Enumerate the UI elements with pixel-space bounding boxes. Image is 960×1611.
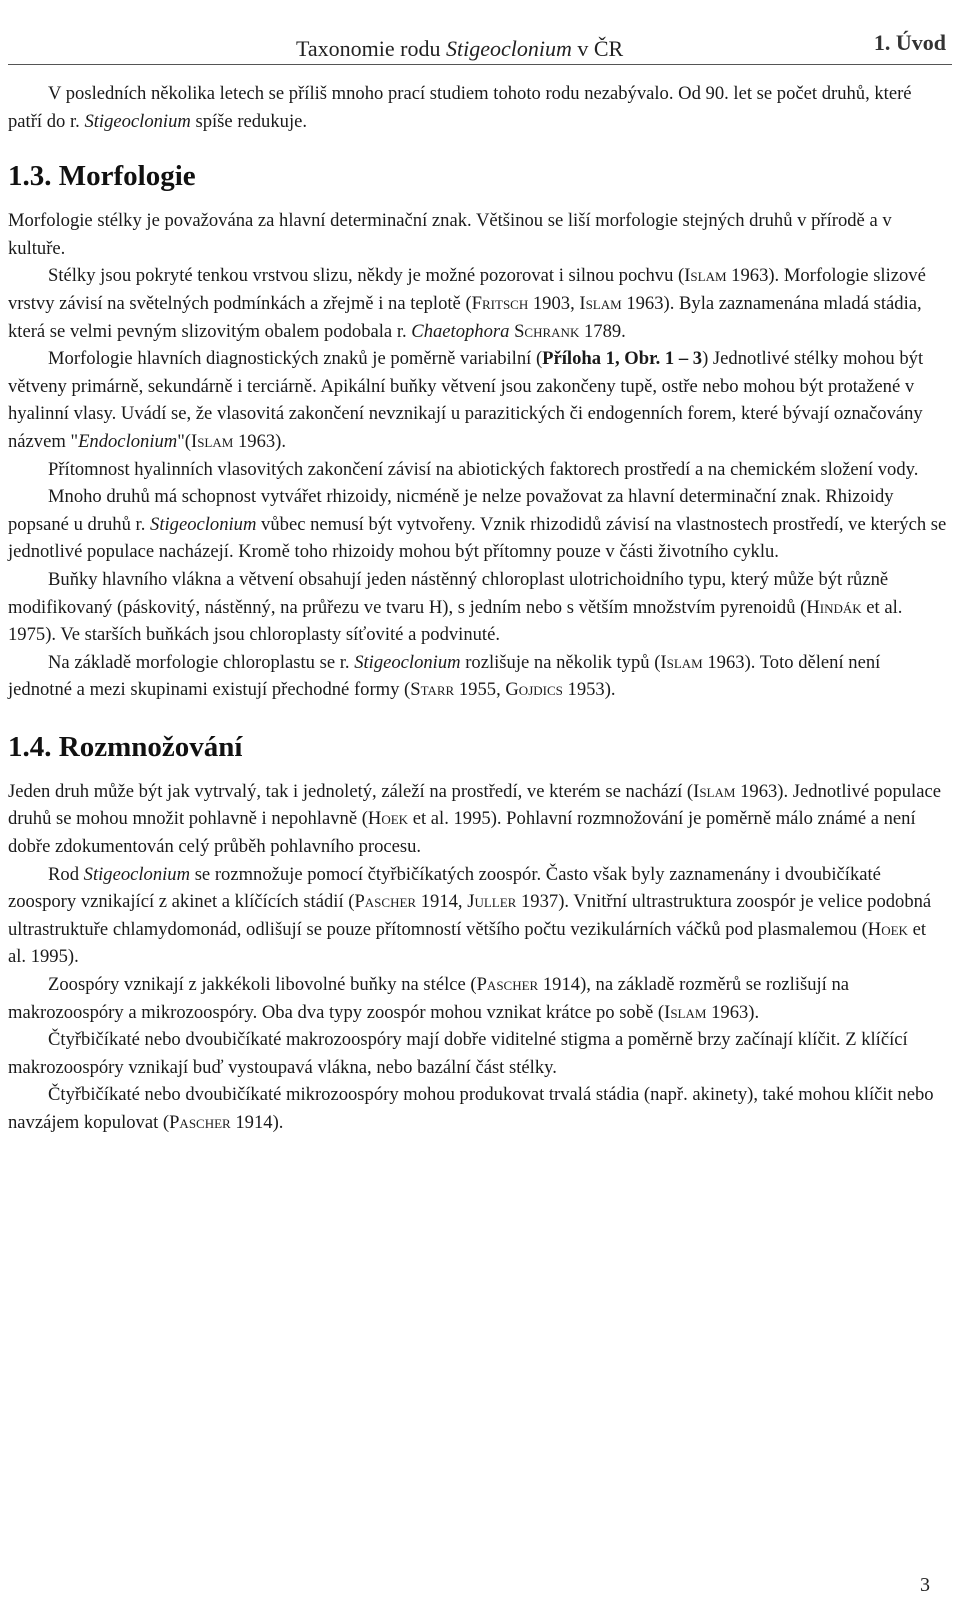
paragraph-morf-1: Morfologie stélky je považována za hlavní determinační znak. Většinou se liší morfologie stejných druhů v přírodě a v kultuře. (8, 210, 892, 259)
citation-author: Pascher (169, 1112, 231, 1133)
citation-author: Hindák (806, 596, 862, 618)
citation-author: Juller (467, 891, 517, 913)
citation-author: Islam (664, 1001, 707, 1023)
paragraph-morf-5: Mnoho druhů má schopnost vytvářet rhizoidy, nicméně je nelze považovat za hlavní determinační znak. Rhizoidy popsané u druhů r. Stigeoclonium vůbec nemusí být vytvořeny. Vznik rhizodidů závisí na vlastnostech prostředí, ve kterých se jednotlivé populace nacházejí. Kromě toho rhizoidy mohou být přítomny pouze v části životního cyklu. (8, 486, 947, 563)
section-heading-rozmnozovani: 1.4. Rozmnožování (8, 730, 243, 763)
paragraph-rozm-2: Rod Stigeoclonium se rozmnožuje pomocí čtyřbičíkatých zoospór. Často však byly zaznamenány i dvoubičíkaté zoospory vznikající z akinet a klíčících stádií (Pascher 1914, Juller 1937). Vnitřní ultrastruktura zoospór je velice podobná ultrastruktuře chlamydomonád, odlišují se pouze přítomností většího počtu vezikulárních váčků pod plasmalemou (Hoek et al. 1995). (8, 863, 932, 968)
figure-reference: Příloha 1, Obr. 1 – 3 (542, 348, 703, 370)
genus-name: Endoclonium (78, 430, 178, 452)
paragraph-rozm-4: Čtyřbičíkaté nebo dvoubičíkaté makrozoospóry mají dobře viditelné stigma a poměrně brzy začínají klíčit. Z klíčící makrozoospóry vznikají buď vystoupavá vlákna, nebo bazální část stélky. (8, 1029, 908, 1078)
paragraph-morf-6: Buňky hlavního vlákna a větvení obsahují jeden nástěnný chloroplast ulotrichoidního typu, který může být různě modifikovaný (páskovitý, nástěnný, na průřezu ve tvaru H), s jedním nebo s větším množstvím pyrenoidů (Hindák et al. 1975). Ve starších buňkách jsou chloroplasty síťovité a podvinuté. (8, 568, 903, 646)
genus-name: Stigeoclonium (83, 863, 191, 885)
citation-author: Hoek (867, 918, 908, 940)
citation-author: Gojdics (505, 679, 563, 701)
genus-name: Stigeoclonium (84, 110, 191, 132)
page-number: 3 (920, 1574, 930, 1596)
header-genus: Stigeoclonium (445, 36, 572, 61)
citation-author: Islam (191, 430, 234, 452)
paragraph-morf-4: Přítomnost hyalinních vlasovitých zakončení závisí na abiotických faktorech prostředí a na chemickém složení vody. (48, 458, 919, 480)
paragraph-morf-2: Stélky jsou pokryté tenkou vrstvou slizu, někdy je možné pozorovat i silnou pochvu (Islam 1963). Morfologie slizové vrstvy závisí na světelných podmínkách a zřejmě i na teplotě (Fritsch 1903, Islam 1963). Byla zaznamenána mladá stádia, která se velmi pevným slizovitým obalem podobala r. Chaetophora Schrank 1789. (8, 265, 926, 342)
paragraph-morf-3: Morfologie hlavních diagnostických znaků je poměrně variabilní (Příloha 1, Obr. 1 – 3) Jednotlivé stélky mohou být větveny primárně, sekundárně i terciárně. Apikální buňky větvení jsou zakončeny tupě, ostře nebo mohou být protažené v hyalinní vlasy. Uvádí se, že vlasovitá zakončení nevznikají u parazitických či endogenních forem, které bývají označovány názvem "Endoclonium"(Islam 1963). (8, 348, 924, 452)
citation-author: Fritsch (471, 292, 529, 314)
paragraph-rozm-1: Jeden druh může být jak vytrvalý, tak i jednoletý, záleží na prostředí, ve kterém se nachází (Islam 1963). Jednotlivé populace druhů se mohou množit pohlavně i nepohlavně (Hoek et al. 1995). Pohlavní rozmnožování je poměrně málo známé a není dobře zdokumentován celý průběh pohlavního procesu. (8, 780, 941, 858)
paragraph-rozm-3: Zoospóry vznikají z jakkékoli libovolné buňky na stélce (Pascher 1914), na základě rozměrů se rozlišují na makrozoospóry a mikrozoospóry. Oba dva typy zoospór mohou vznikat krátce po sobě (Islam 1963). (8, 974, 850, 1023)
citation-author: Pascher (354, 891, 417, 913)
running-header (0, 30, 960, 66)
intro-paragraph: V posledních několika letech se příliš mnoho prací studiem tohoto rodu nezabývalo. Od 90. let se počet druhů, které patří do r. Stigeoclonium spíše redukuje. (8, 83, 912, 132)
citation-author: Schrank (514, 320, 580, 342)
header-title: Taxonomie rodu Stigeoclonium v ČR (296, 36, 624, 61)
genus-name: Chaetophora (411, 320, 510, 342)
paragraph-morf-7: Na základě morfologie chloroplastu se r. Stigeoclonium rozlišuje na několik typů (Islam 1963). Toto dělení není jednotné a mezi skupinami existují přechodné formy (Starr 1955, Gojdics 1953). (8, 651, 881, 701)
citation-author: Islam (693, 780, 736, 802)
section-heading-morfologie: 1.3. Morfologie (8, 160, 196, 193)
header-chapter: 1. Úvod (873, 30, 946, 55)
citation-author: Islam (684, 265, 727, 287)
paragraph-rozm-5: Čtyřbičíkaté nebo dvoubičíkaté mikrozoospóry mohou produkovat trvalá stádia (např. akinety), také mohou klíčit nebo navzájem kopulovat (Pascher 1914). (8, 1084, 934, 1133)
header-rule (8, 64, 952, 65)
genus-name: Stigeoclonium (150, 513, 257, 535)
genus-name: Stigeoclonium (354, 651, 461, 673)
citation-author: Hoek (367, 808, 409, 830)
citation-author: Islam (579, 292, 622, 314)
page-body (8, 80, 948, 1137)
citation-author: Starr (410, 679, 455, 701)
citation-author: Islam (660, 651, 703, 673)
citation-author: Pascher (476, 974, 539, 996)
